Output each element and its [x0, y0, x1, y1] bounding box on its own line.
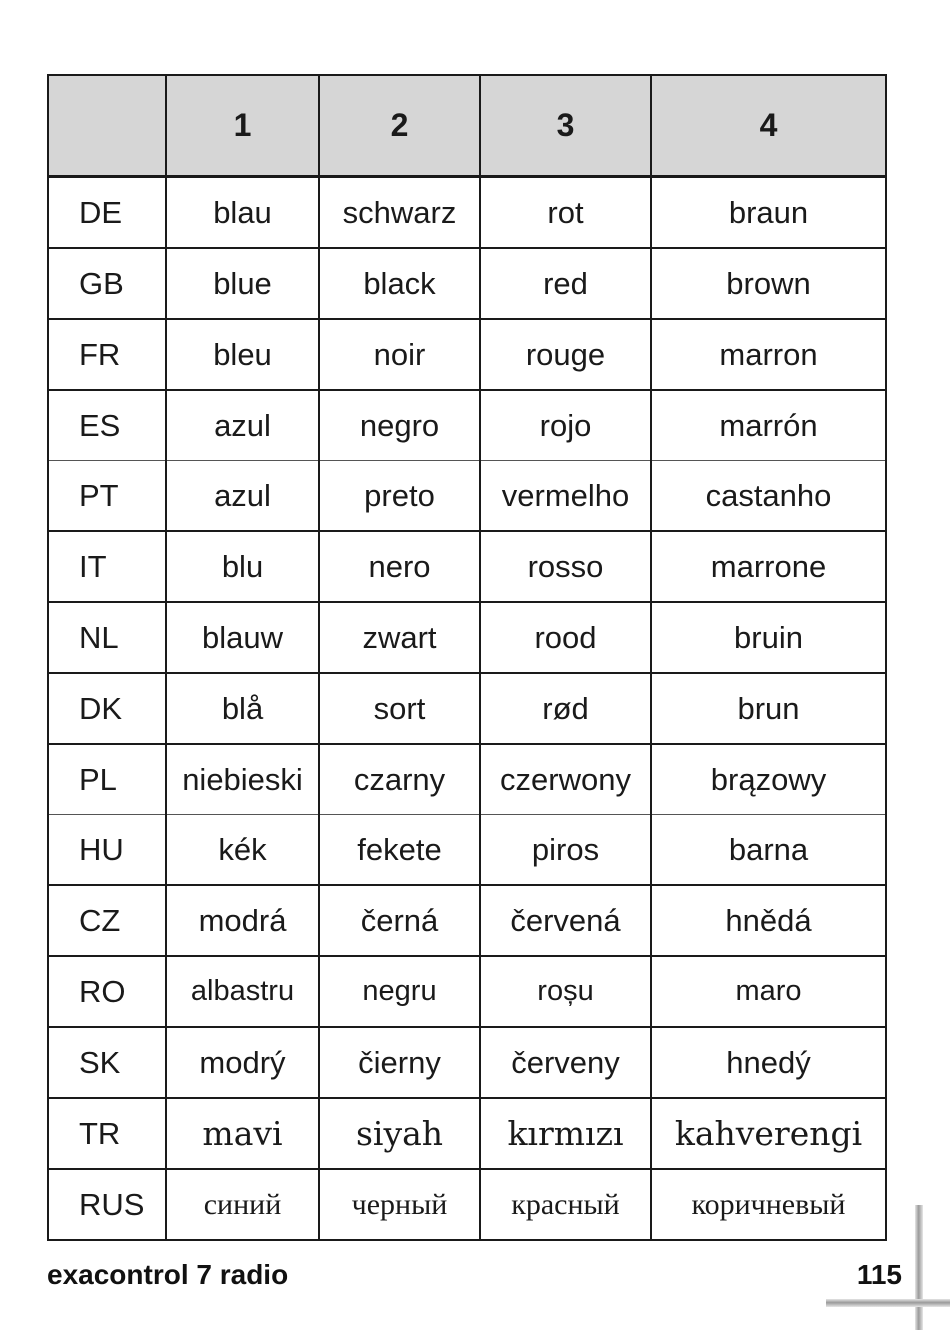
color-word-3: rosso — [480, 531, 651, 602]
table-row — [48, 461, 886, 532]
color-word-4: hnědá — [651, 885, 886, 956]
color-word-2: siyah — [319, 1098, 480, 1169]
header-corner-cell — [48, 75, 166, 177]
language-code: CZ — [48, 885, 166, 956]
color-word-1: kék — [166, 815, 319, 886]
page-number: 115 — [856, 1259, 902, 1290]
color-word-1: azul — [166, 461, 319, 532]
color-word-1: blue — [166, 248, 319, 319]
language-code: PL — [48, 744, 166, 815]
color-word-4: brun — [651, 673, 886, 744]
color-word-1: albastru — [166, 956, 319, 1027]
color-word-2: noir — [319, 319, 480, 390]
crop-mark-vertical — [915, 1205, 923, 1330]
table-row — [48, 248, 886, 319]
color-word-4: castanho — [651, 461, 886, 532]
color-word-4: brown — [651, 248, 886, 319]
color-word-4: braun — [651, 177, 886, 249]
color-word-3: červená — [480, 885, 651, 956]
table-row — [48, 1169, 886, 1240]
color-word-4: brązowy — [651, 744, 886, 815]
language-code: SK — [48, 1027, 166, 1098]
color-word-2: sort — [319, 673, 480, 744]
table-row — [48, 602, 886, 673]
table-row — [48, 744, 886, 815]
language-code: FR — [48, 319, 166, 390]
color-word-3: roșu — [480, 956, 651, 1027]
color-word-3: rot — [480, 177, 651, 249]
color-table-container — [47, 74, 885, 1241]
language-code: NL — [48, 602, 166, 673]
color-word-2: nero — [319, 531, 480, 602]
color-word-4: marrone — [651, 531, 886, 602]
header-cell-4: 4 — [651, 75, 886, 177]
table-row — [48, 885, 886, 956]
color-word-3: красный — [480, 1169, 651, 1240]
language-code: RUS — [48, 1169, 166, 1240]
color-word-2: fekete — [319, 815, 480, 886]
color-word-3: červeny — [480, 1027, 651, 1098]
color-translation-table — [47, 74, 887, 1241]
header-cell-2: 2 — [319, 75, 480, 177]
color-word-4: коричневый — [651, 1169, 886, 1240]
color-word-3: red — [480, 248, 651, 319]
color-word-1: синий — [166, 1169, 319, 1240]
color-word-4: bruin — [651, 602, 886, 673]
color-word-4: kahverengi — [651, 1098, 886, 1169]
color-word-4: maro — [651, 956, 886, 1027]
table-row — [48, 1098, 886, 1169]
color-word-3: piros — [480, 815, 651, 886]
header-cell-3: 3 — [480, 75, 651, 177]
color-word-3: rouge — [480, 319, 651, 390]
color-word-2: czarny — [319, 744, 480, 815]
color-word-1: blå — [166, 673, 319, 744]
table-row — [48, 390, 886, 461]
color-word-1: modrý — [166, 1027, 319, 1098]
color-word-1: niebieski — [166, 744, 319, 815]
color-word-3: rød — [480, 673, 651, 744]
language-code: DE — [48, 177, 166, 249]
color-word-2: schwarz — [319, 177, 480, 249]
color-word-2: černá — [319, 885, 480, 956]
color-word-1: mavi — [166, 1098, 319, 1169]
color-word-2: черный — [319, 1169, 480, 1240]
table-row — [48, 177, 886, 249]
table-header-row — [48, 75, 886, 177]
header-cell-1: 1 — [166, 75, 319, 177]
language-code: HU — [48, 815, 166, 886]
color-word-3: rood — [480, 602, 651, 673]
language-code: GB — [48, 248, 166, 319]
language-code: PT — [48, 461, 166, 532]
color-word-1: blauw — [166, 602, 319, 673]
table-row — [48, 673, 886, 744]
table-row — [48, 815, 886, 886]
color-word-1: blau — [166, 177, 319, 249]
language-code: IT — [48, 531, 166, 602]
language-code: ES — [48, 390, 166, 461]
color-word-2: čierny — [319, 1027, 480, 1098]
color-word-1: bleu — [166, 319, 319, 390]
table-row — [48, 319, 886, 390]
manual-title: exacontrol 7 radio — [47, 1259, 289, 1290]
color-word-1: azul — [166, 390, 319, 461]
color-word-3: rojo — [480, 390, 651, 461]
color-word-2: negro — [319, 390, 480, 461]
color-word-4: hnedý — [651, 1027, 886, 1098]
language-code: DK — [48, 673, 166, 744]
color-word-2: preto — [319, 461, 480, 532]
color-word-2: zwart — [319, 602, 480, 673]
language-code: TR — [48, 1098, 166, 1169]
color-word-3: kırmızı — [480, 1098, 651, 1169]
color-word-1: blu — [166, 531, 319, 602]
color-word-4: marron — [651, 319, 886, 390]
table-row — [48, 956, 886, 1027]
color-word-4: barna — [651, 815, 886, 886]
color-word-2: black — [319, 248, 480, 319]
language-code: RO — [48, 956, 166, 1027]
crop-mark-horizontal — [826, 1299, 950, 1307]
color-word-4: marrón — [651, 390, 886, 461]
color-word-3: vermelho — [480, 461, 651, 532]
color-word-3: czerwony — [480, 744, 651, 815]
color-word-2: negru — [319, 956, 480, 1027]
table-row — [48, 531, 886, 602]
table-row — [48, 1027, 886, 1098]
color-word-1: modrá — [166, 885, 319, 956]
